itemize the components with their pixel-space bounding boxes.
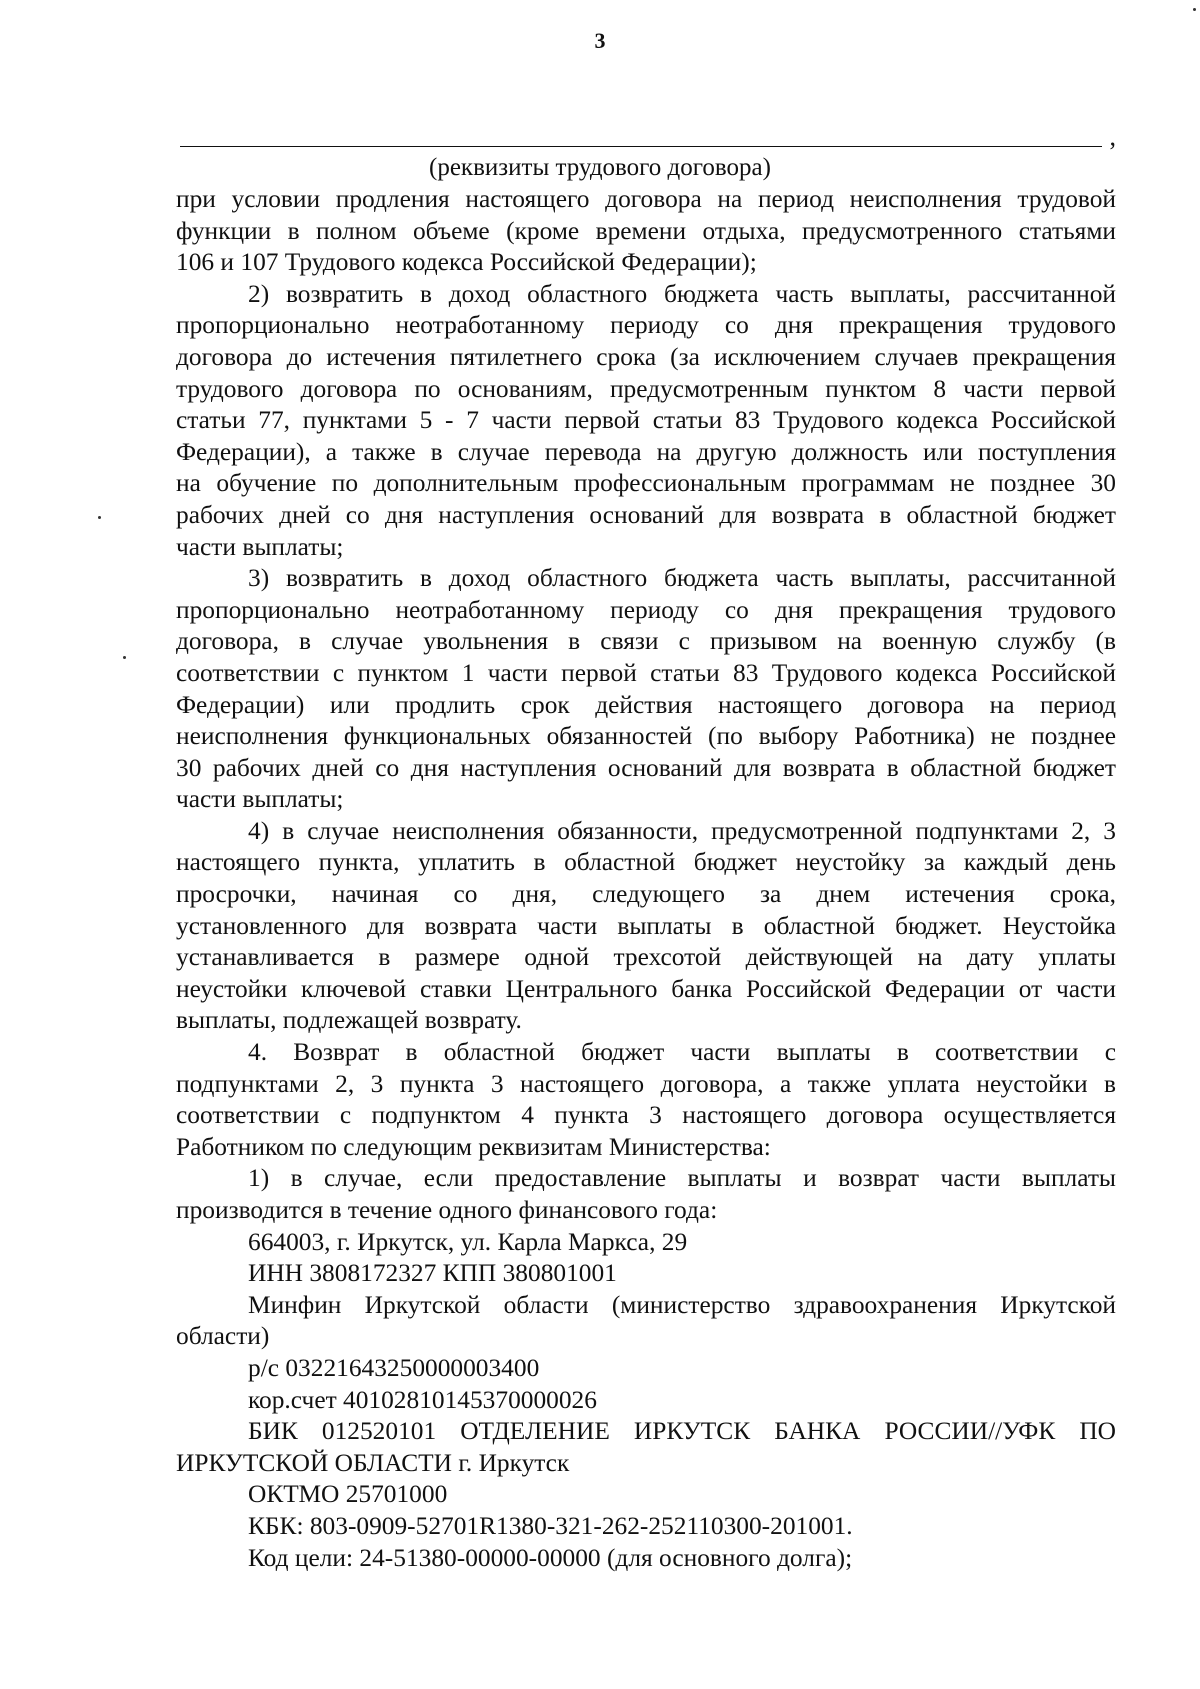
text-line: подпунктами 2, 3 пункта 3 настоящего договора, а также уплата неустойки в [176,1069,1116,1098]
fill-in-line [180,146,1102,147]
text-line: 30 рабочих дней со дня наступления оснований для возврата в областной бюджет [176,753,1116,782]
text-line: трудового договора по основаниям, предусмотренным пунктом 8 части первой [176,374,1116,403]
text-line: статьи 77, пунктами 5 - 7 части первой статьи 83 Трудового кодекса Российской [176,406,1116,435]
text-line: 1) в случае, если предоставление выплаты и возврат части выплаты [248,1164,1116,1193]
text-line: области) [176,1322,270,1351]
field-caption: (реквизиты трудового договора) [429,154,771,181]
text-line: неисполнения функциональных обязанностей (по выбору Работника) не позднее [176,722,1116,751]
text-line: выплаты, подлежащей возврату. [176,1006,522,1035]
text-line: на обучение по дополнительным профессиональным программам не позднее 30 [176,469,1116,498]
text-line: просрочки, начиная со дня, следующего за днем истечения срока, [176,880,1116,909]
text-line: установленного для возврата части выплаты в областной бюджет. Неустойка [176,911,1116,940]
text-line: Код цели: 24-51380-00000-00000 (для основного долга); [248,1543,853,1572]
text-line: договора до истечения пятилетнего срока (за исключением случаев прекращения [176,342,1116,371]
text-line: соответствии с подпунктом 4 пункта 3 настоящего договора осуществляется [176,1101,1116,1130]
text-line: соответствии с пунктом 1 части первой статьи 83 Трудового кодекса Российской [176,658,1116,687]
scan-speck [123,656,126,659]
text-line: ИРКУТСКОЙ ОБЛАСТИ г. Иркутск [176,1448,570,1477]
text-line: 664003, г. Иркутск, ул. Карла Маркса, 29 [248,1227,688,1256]
scan-speck [1193,8,1196,11]
fill-in-blank [180,122,1116,152]
text-line: Федерации) или продлить срок действия настоящего договора на период [176,690,1116,719]
text-line: рабочих дней со дня наступления оснований для возврата в областной бюджет [176,500,1116,529]
text-line: пропорционально неотработанному периоду со дня прекращения трудового [176,311,1116,340]
text-line: части выплаты; [176,532,344,561]
text-line: 4) в случае неисполнения обязанности, предусмотренной подпунктами 2, 3 [248,816,1116,845]
text-line: кор.счет 40102810145370000026 [248,1385,597,1414]
text-line: 3) возвратить в доход областного бюджета часть выплаты, рассчитанной [248,564,1116,593]
text-line: Работником по следующим реквизитам Министерства: [176,1132,771,1161]
text-line: р/с 03221643250000003400 [248,1353,540,1382]
text-line: при условии продления настоящего договора на период неисполнения трудовой [176,185,1116,213]
text-line: 2) возвратить в доход областного бюджета часть выплаты, рассчитанной [248,279,1116,308]
fill-in-comma: , [1109,122,1116,151]
text-line: части выплаты; [176,785,344,814]
text-line: ИНН 3808172327 КПП 380801001 [248,1259,617,1288]
text-line: Минфин Иркутской области (министерство здравоохранения Иркутской [248,1290,1116,1319]
text-line: 106 и 107 Трудового кодекса Российской Федерации); [176,248,757,277]
text-line: КБК: 803-0909-52701R1380-321-262-252110300-201001. [248,1511,853,1540]
page-number: 3 [594,28,606,53]
text-line: пропорционально неотработанному периоду со дня прекращения трудового [176,595,1116,624]
text-line: производится в течение одного финансового года: [176,1196,718,1224]
scan-speck [98,516,101,519]
text-line: Федерации), а также в случае перевода на другую должность или поступления [176,437,1116,466]
text-line: устанавливается в размере одной трехсотой действующей на дату уплаты [176,943,1116,972]
text-line: настоящего пункта, уплатить в областной бюджет неустойку за каждый день [176,848,1116,877]
text-line: неустойки ключевой ставки Центрального банка Российской Федерации от части [176,974,1116,1003]
text-line: договора, в случае увольнения в связи с призывом на военную службу (в [176,627,1116,656]
text-line: функции в полном объеме (кроме времени отдыха, предусмотренного статьями [176,216,1116,245]
text-line: 4. Возврат в областной бюджет части выплаты в соответствии с [248,1038,1116,1067]
text-line: БИК 012520101 ОТДЕЛЕНИЕ ИРКУТСК БАНКА РОССИИ//УФК ПО [248,1417,1116,1446]
text-line: ОКТМО 25701000 [248,1480,448,1509]
document-body [176,184,1116,1574]
